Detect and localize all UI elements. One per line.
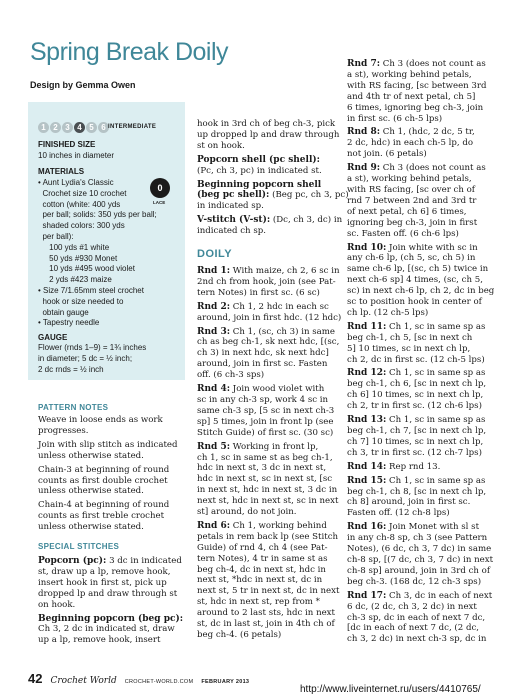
round-line: ch-8 sp] around, join in 3rd ch of [347, 565, 490, 576]
materials-item: 10 yds #495 wood violet [38, 264, 135, 274]
round-line: ch 1, sc in same st as beg ch-1, [197, 452, 333, 463]
materials-list [38, 178, 157, 329]
round-number: Rnd 8: [347, 127, 381, 138]
pattern-note [38, 440, 188, 462]
skill-level-dot: 4 [74, 122, 85, 133]
materials-item: • Aunt Lydia's Classic [38, 178, 114, 187]
round-line: 6 dc, (2 dc, ch 3, 2 dc) in next [347, 601, 477, 612]
round-instruction [347, 127, 507, 160]
round-instruction [197, 302, 347, 324]
round-number: Rnd 5: [197, 441, 231, 452]
round-line [197, 302, 347, 313]
round-line [347, 476, 507, 487]
round-line: ignoring beg ch-3, join in first [347, 217, 478, 228]
pattern-note [38, 415, 188, 437]
round-line: tern Notes) in first sc. (6 sc) [197, 287, 320, 298]
round-line: 6 times, ignoring beg ch-3, join [347, 102, 484, 113]
watermark-url: http://www.liveinternet.ru/users/4410765/ [300, 684, 481, 695]
round-line: sp] 5 times, join in front lp (see [197, 416, 334, 427]
materials-item: obtain gauge [38, 307, 89, 317]
round-line [347, 243, 507, 254]
round-number: Rnd 16: [347, 522, 387, 533]
round-line: off. (6 ch-3 sps) [197, 370, 265, 381]
round-line [347, 368, 507, 379]
round-line: in next st, hdc in next st, 3 dc in [197, 485, 338, 496]
skill-level-label: INTERMEDIATE [108, 124, 157, 130]
round-number: Rnd 12: [347, 368, 387, 379]
round-number: Rnd 17: [347, 590, 387, 601]
pattern-note-line: counts as first double crochet [38, 475, 168, 486]
skill-level-dot: 1 [38, 122, 49, 133]
stitch-line: insert hook in first st, pick up [38, 577, 167, 588]
stitch-name: Beginning popcorn (beg pc): [38, 613, 184, 624]
stitch-line [197, 215, 347, 226]
gauge-text [38, 343, 146, 375]
round-number: Rnd 11: [347, 321, 387, 332]
round-line: sc) in next ch-6 lp, ch 2, dc in beg [347, 286, 495, 297]
materials-item: 2 yds #423 maize [38, 275, 112, 285]
round-line: beg ch-1, ch 7, [sc in next ch lp, [347, 426, 487, 436]
round-text: Join Monet with sl st [386, 522, 480, 533]
designer-credit: Design by Gemma Owen [30, 80, 136, 90]
round-line: [dc in each of next 7 dc, (2 dc, [347, 623, 480, 634]
special-stitches-heading: SPECIAL STITCHES [38, 542, 120, 551]
yarn-weight-label: LACE [153, 200, 166, 205]
round-instruction [197, 384, 347, 439]
stitch-definition [197, 155, 347, 177]
round-instruction [197, 327, 347, 382]
pattern-note [38, 500, 188, 533]
pattern-note [38, 465, 188, 498]
page-number: 42 [28, 671, 43, 686]
round-text: Join white with sc in [386, 242, 478, 253]
round-line: ch 3) in next hdc, sk next hdc] [197, 348, 329, 359]
stitch-line: indicated ch sp. [197, 226, 266, 237]
round-number: Rnd 9: [347, 163, 381, 174]
round-line: ch 6] 10 times, sc in next ch lp, [347, 390, 484, 401]
round-line [347, 322, 507, 333]
round-text: Ch 1, sc in same sp as [386, 475, 486, 486]
pattern-note-line: Chain-4 at beginning of round [38, 500, 170, 511]
stitch-line: on hook. [38, 599, 76, 610]
round-line: with RS facing, [sc over ch of [347, 184, 475, 195]
round-line: ch-8 sp, [(7 dc, ch 3, 7 dc) in next [347, 554, 494, 565]
round-line [197, 442, 347, 453]
round-line: Guide) of rnd 4, ch 4 (see Pat- [197, 542, 328, 553]
finished-size-heading: FINISHED SIZE [38, 140, 96, 149]
stitch-line: st, draw up a lp, remove hook, [38, 566, 171, 577]
gauge-heading: GAUGE [38, 333, 68, 342]
round-line: 2 dc, hdc) in each ch-5 lp, do [347, 138, 474, 149]
round-line [347, 522, 507, 533]
round-text: Ch 1, sc in same sp as [386, 368, 486, 379]
round-line: beg ch-4, dc in next st, hdc in [197, 564, 326, 575]
round-line: next ch-6 sp] 4 times, (sc, ch 5, [347, 275, 483, 286]
stitch-text: 3 dc in indicated [106, 556, 182, 566]
gauge-line: Flower (rnds 1–9) = 1¾ inches [38, 343, 147, 352]
round-line: in any ch-8 sp, ch 3 (see Pattern [347, 533, 488, 544]
round-instruction [347, 163, 507, 239]
round-text: Ch 3 (does not count as [380, 59, 486, 69]
special-stitches-body [38, 556, 188, 649]
round-line: next st, *hdc in next st, dc in [197, 575, 323, 586]
issue-date: FEBRUARY 2013 [201, 679, 250, 685]
round-number: Rnd 3: [197, 326, 231, 337]
stitch-name: Beginning popcorn shell [197, 179, 322, 190]
round-line: beg ch-1, ch 5, [sc in next ch [347, 332, 473, 343]
round-text: Ch 1, (sc, ch 3) in same [230, 326, 336, 337]
round-line [197, 327, 347, 338]
round-instruction [347, 462, 507, 473]
round-number: Rnd 15: [347, 475, 387, 486]
round-line: beg ch-1, ch 6, [sc in next ch lp, [347, 379, 487, 390]
round-line: ch 2, tr in first sc. (12 ch-6 lps) [347, 401, 482, 412]
round-line [347, 127, 507, 138]
round-number: Rnd 1: [197, 266, 231, 276]
round-number: Rnd 13: [347, 415, 387, 426]
round-text: Working in front lp, [230, 441, 319, 452]
round-text: Ch 1, working behind [230, 520, 327, 531]
pattern-note-line: unless otherwise stated. [38, 522, 144, 533]
round-instruction [347, 476, 507, 520]
pattern-note-line: Weave in loose ends as work [38, 415, 163, 425]
yarn-weight-icon: 0 [150, 178, 170, 198]
pattern-note-line: Join with slip stitch as indicated [38, 439, 178, 450]
round-number: Rnd 14: [347, 461, 387, 472]
stitch-line [197, 155, 347, 166]
round-line: of next petal, ch 6] 6 times, [347, 206, 467, 217]
round-line: same ch-6 lp, [(sc, ch 5) twice in [347, 264, 489, 275]
pattern-notes-heading: PATTERN NOTES [38, 403, 109, 412]
pattern-note-line: counts as first treble crochet [38, 511, 165, 522]
round-number: Rnd 7: [347, 59, 381, 69]
gauge-line: in diameter; 5 dc = ½ inch; [38, 353, 133, 363]
skill-level-dot: 6 [98, 122, 109, 133]
round-line: in first sc. (6 ch-5 lps) [347, 113, 443, 124]
stitch-continued [197, 119, 347, 152]
round-text: Rep rnd 13. [386, 461, 441, 472]
stitch-line: Ch 3, 2 dc in indicated st, draw [38, 624, 175, 635]
pattern-note-line: progresses. [38, 425, 89, 436]
round-text: With maize, ch 2, 6 sc in [230, 266, 340, 276]
round-line: next st, 5 tr in next st, dc in next [197, 586, 340, 597]
doily-heading: DOILY [197, 248, 233, 260]
round-line [347, 163, 507, 174]
round-text: Ch 1, sc in same sp as [386, 321, 486, 332]
skill-level-indicator [38, 122, 109, 133]
pattern-notes-body [38, 415, 188, 536]
round-line: ch 3, 2 dc) in next ch-3 sp, dc in [347, 634, 487, 645]
materials-item: hook or size needed to [38, 296, 124, 306]
pattern-note-line: unless otherwise stated. [38, 486, 144, 497]
round-line: sc to position hook in center of [347, 297, 482, 308]
round-line: around, join in first sc. Fasten [197, 359, 328, 370]
round-line: around to 2 last sts, hdc in next [197, 608, 335, 619]
round-instruction [347, 591, 507, 646]
round-line [347, 59, 507, 70]
finished-size-value: 10 inches in diameter [38, 151, 115, 160]
materials-item: Crochet size 10 crochet [38, 188, 127, 198]
round-instruction [347, 522, 507, 587]
round-text: Ch 3, dc in each of next [386, 590, 493, 601]
stitch-line: (Pc, ch 3, pc) in indicated st. [197, 165, 322, 176]
round-line: 2nd ch from hook, join (see Pat- [197, 276, 336, 287]
materials-item: 50 yds #930 Monet [38, 253, 118, 263]
round-text: Ch 1, sc in same sp as [386, 415, 486, 426]
materials-item: shaded colors: 300 yds [38, 221, 125, 231]
round-line: st, dc in last st, join in 4th ch of [197, 619, 335, 630]
round-instruction [347, 59, 507, 124]
round-text: Ch 1, (hdc, 2 dc, 5 tr, [380, 127, 475, 138]
round-line: with RS facing, [sc between 3rd [347, 80, 487, 91]
stitch-line: st on hook. [197, 140, 245, 151]
round-line: 5] 10 times, sc in next ch lp, [347, 343, 471, 354]
stitch-definition [197, 215, 347, 237]
round-line: ch as beg ch-1, sk next hdc, [(sc, [197, 337, 340, 348]
stitch-line: hook in 3rd ch of beg ch-3, pick [197, 119, 336, 129]
round-instruction [347, 415, 507, 459]
round-number: Rnd 10: [347, 242, 387, 253]
round-line: ch-3 sp, dc in each of next 7 dc, [347, 612, 486, 623]
gauge-line: 2 dc rnds = ½ inch [38, 364, 104, 374]
stitch-name: Popcorn shell (pc shell): [197, 154, 320, 165]
round-line: ch 2, dc in first sc. (12 ch-5 lps) [347, 354, 485, 365]
round-instruction [347, 322, 507, 366]
stitch-line [38, 556, 188, 567]
round-line: st] around, do not join. [197, 507, 297, 518]
round-line: Fasten off. (12 ch-8 lps) [347, 508, 450, 519]
round-line: beg ch-3. (168 dc, 12 ch-3 sps) [347, 576, 482, 587]
materials-item: per ball; solids: 350 yds per ball; [38, 210, 157, 220]
stitch-definition [197, 180, 347, 213]
skill-level-dot: 5 [86, 122, 97, 133]
materials-item: per ball): [38, 231, 74, 241]
round-line: ch 8] around, join in first sc. [347, 497, 471, 508]
round-line: beg ch-1, ch 8, [sc in next ch lp, [347, 486, 487, 497]
stitch-line: up dropped lp and draw through [197, 129, 340, 140]
round-line: rnd 7 between 2nd and 3rd tr [347, 195, 477, 206]
round-line: hdc in next st, 3 dc in next st, [197, 463, 327, 474]
round-line [197, 521, 347, 532]
pattern-title: Spring Break Doily [30, 38, 229, 66]
round-line: not join. (6 petals) [347, 149, 427, 160]
round-text: Join wood violet with [230, 384, 325, 395]
round-text: Ch 1, 2 hdc in each sc [230, 301, 329, 312]
skill-level-dot: 2 [50, 122, 61, 133]
materials-item: cotton (white: 400 yds [38, 199, 121, 209]
round-number: Rnd 6: [197, 520, 231, 531]
stitch-beg-popcorn [38, 614, 188, 647]
round-line: hdc in next st, sc in next st, [sc [197, 474, 333, 485]
round-line [347, 462, 507, 473]
round-line: a st), working behind petals, [347, 174, 472, 185]
round-text: Ch 3 (does not count as [380, 163, 486, 174]
column-two-rounds [197, 266, 347, 644]
stitch-line [197, 190, 347, 201]
stitch-name: Popcorn (pc): [38, 556, 107, 566]
round-line: ch 7] 10 times, sc in next ch lp, [347, 436, 484, 447]
stitch-line: dropped lp and draw through st [38, 588, 178, 599]
round-line: sc. Fasten off. (6 ch-6 lps) [347, 228, 459, 239]
stitch-line: in indicated sp. [197, 201, 264, 212]
round-line [347, 415, 507, 426]
stitch-text: (Beg pc, ch 3, pc) [269, 190, 349, 201]
materials-heading: MATERIALS [38, 167, 85, 176]
round-line: st, hdc in next st, rep from * [197, 597, 320, 608]
round-line [347, 591, 507, 602]
round-instruction [197, 266, 347, 299]
pattern-note-line: Chain-3 at beginning of round [38, 464, 170, 475]
materials-item: 100 yds #1 white [38, 242, 110, 252]
round-line: around, join in first hdc. (12 hdc) [197, 312, 342, 323]
column-three-rounds [347, 59, 507, 648]
round-line [197, 266, 347, 277]
stitch-popcorn [38, 556, 188, 611]
round-number: Rnd 2: [197, 301, 231, 312]
skill-level-dot: 3 [62, 122, 73, 133]
round-line: ch lp. (12 ch-5 lps) [347, 307, 429, 318]
round-line: any ch-6 lp, (ch 5, sc, ch 5) in [347, 253, 476, 264]
column-two-top [197, 119, 347, 240]
round-line: Notes), (6 dc, ch 3, 7 dc) in same [347, 544, 492, 555]
round-line [197, 384, 347, 395]
round-instruction [347, 368, 507, 412]
materials-item: • Size 7/1.65mm steel crochet [38, 285, 144, 295]
stitch-name: V-stitch (V-st): [197, 215, 271, 226]
round-line: petals in rem back lp (see Stitch [197, 531, 339, 542]
pattern-note-line: unless otherwise stated. [38, 450, 144, 461]
round-line: ch 3, tr in first sc. (12 ch-7 lps) [347, 447, 482, 458]
magazine-site: CROCHET-WORLD.COM [124, 679, 194, 685]
round-number: Rnd 4: [197, 384, 231, 395]
stitch-line: up a lp, remove hook, insert [38, 635, 161, 646]
stitch-text: (Dc, ch 3, dc) in [270, 215, 343, 226]
page-footer [28, 671, 249, 686]
round-line: Stitch Guide) of first sc. (30 sc) [197, 427, 334, 438]
round-line: beg ch-4. (6 petals) [197, 630, 282, 640]
round-instruction [197, 521, 347, 641]
stitch-name: (beg pc shell): [197, 190, 270, 201]
round-line: same ch-3 sp, [5 sc in next ch-3 [197, 405, 335, 416]
round-line: next st, hdc in next st, sc in next [197, 496, 339, 507]
round-line: tern Notes), 4 tr in same st as [197, 553, 328, 564]
round-line: and 4th tr of next petal, ch 5] [347, 91, 476, 102]
magazine-name: Crochet World [50, 676, 117, 686]
materials-item: • Tapestry needle [38, 318, 100, 328]
round-instruction [347, 243, 507, 319]
round-line: a st), working behind petals, [347, 69, 472, 80]
round-instruction [197, 442, 347, 518]
round-line: sc in any ch-3 sp, work 4 sc in [197, 394, 329, 405]
